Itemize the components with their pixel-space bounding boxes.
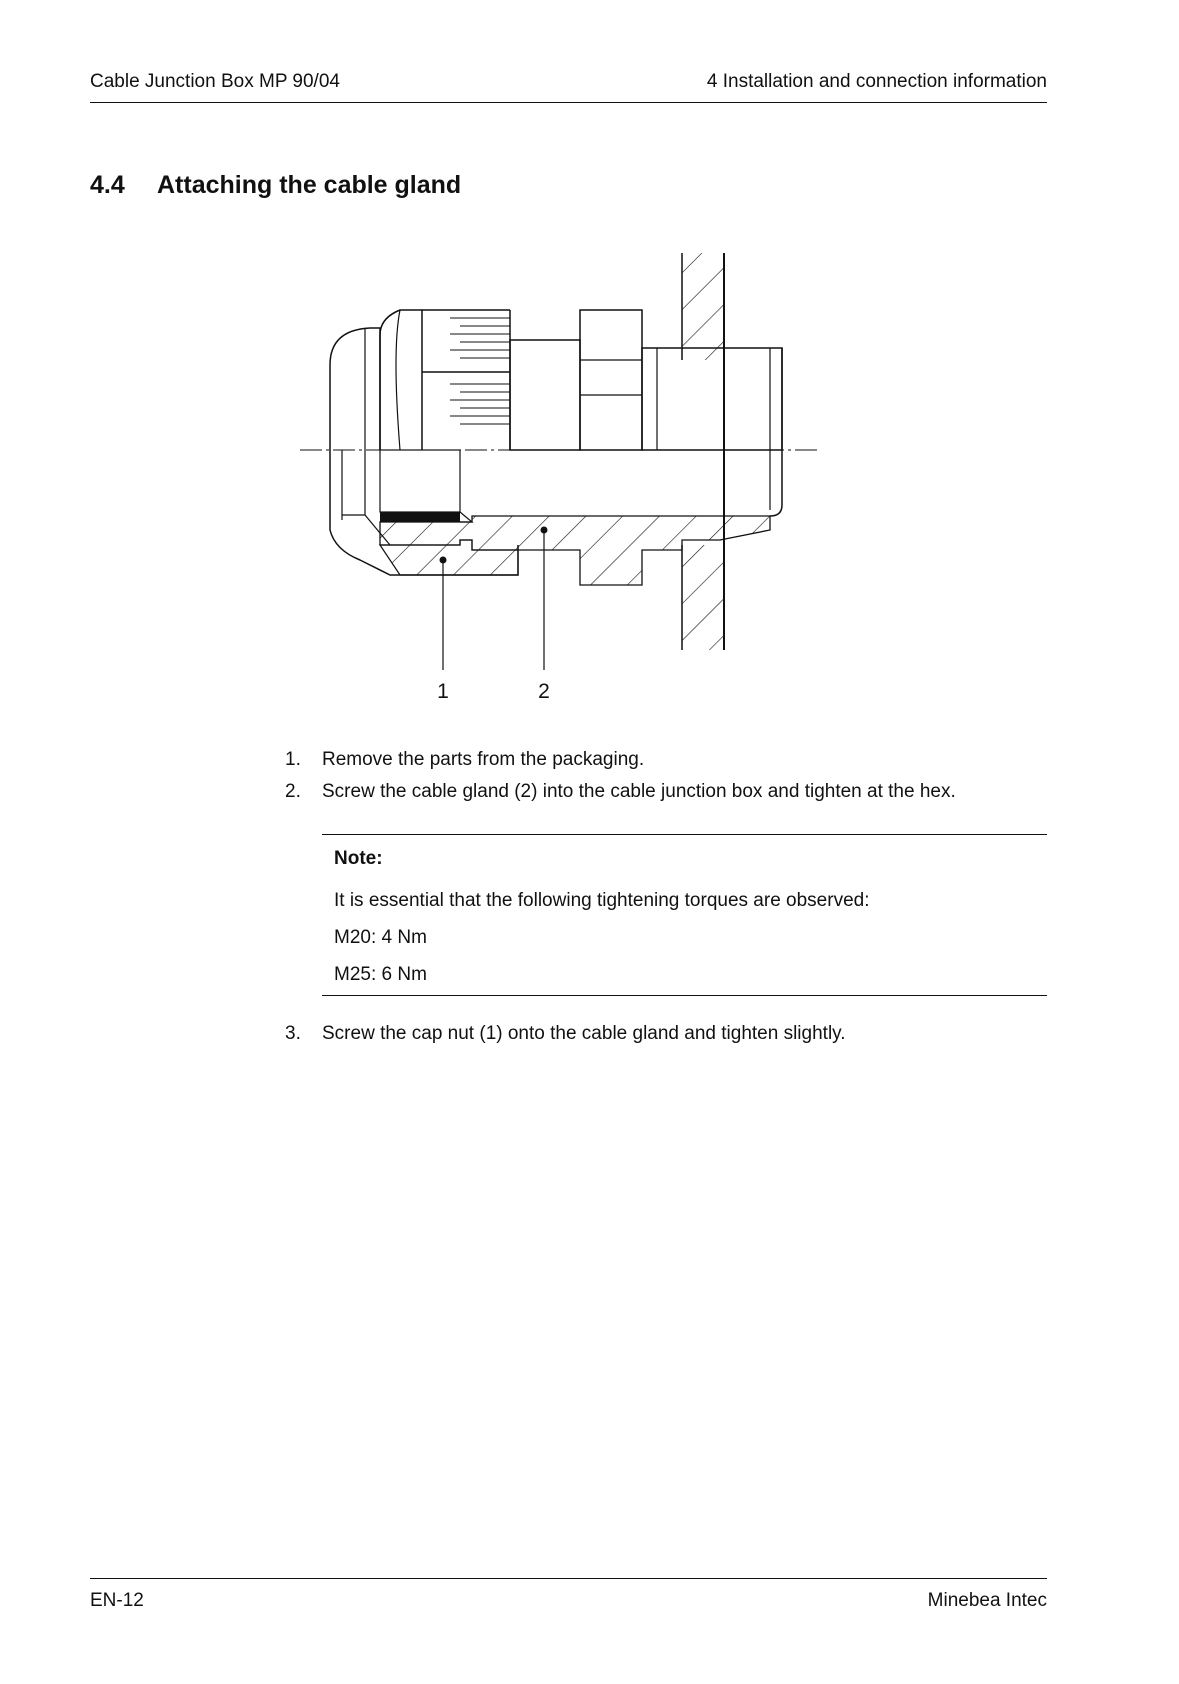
company-name: Minebea Intec <box>927 1590 1047 1611</box>
section-number: 4.4 <box>90 171 125 199</box>
instruction-steps-continued <box>285 1022 1045 1054</box>
page-footer <box>90 1578 1047 1619</box>
callout-label-1: 1 <box>437 680 449 703</box>
cap-nut-dome <box>330 328 380 450</box>
gland-thread-end <box>642 348 782 450</box>
seal-insert <box>380 450 460 512</box>
step-item <box>285 780 1045 812</box>
page-number: EN-12 <box>90 1590 144 1611</box>
page-header <box>90 70 1047 103</box>
wall-upper-hatch <box>682 253 724 360</box>
step-number: 2. <box>285 781 301 802</box>
note-torque-m20: M20: 4 Nm <box>334 927 427 948</box>
cable-gland-cross-section <box>300 250 820 740</box>
gland-shaft-top <box>510 340 580 450</box>
instruction-steps <box>285 748 1045 812</box>
cable-gland-drawing <box>300 250 820 740</box>
section-title: Attaching the cable gland <box>157 171 462 199</box>
step-item <box>285 1022 1045 1054</box>
callout-label-2: 2 <box>538 680 550 703</box>
wall-lower-hatch <box>682 545 724 650</box>
step-number: 1. <box>285 749 301 770</box>
seal-ring-black <box>380 512 460 522</box>
step-text: Remove the parts from the packaging. <box>322 749 645 770</box>
step-item <box>285 748 1045 780</box>
step-number: 3. <box>285 1023 301 1044</box>
note-title: Note: <box>334 848 383 869</box>
step-text: Screw the cable gland (2) into the cable junction box and tighten at the hex. <box>322 781 956 802</box>
step-text: Screw the cap nut (1) onto the cable gland and tighten slightly. <box>322 1023 846 1044</box>
note-torque-m25: M25: 6 Nm <box>334 964 427 985</box>
section-heading <box>90 169 461 201</box>
header-document-title: Cable Junction Box MP 90/04 <box>90 71 340 92</box>
cap-nut-hex <box>380 310 422 450</box>
header-chapter-title: 4 Installation and connection information <box>706 71 1047 92</box>
note-text: It is essential that the following tightening torques are observed: <box>334 890 870 911</box>
cap-nut-grip-lines <box>450 318 510 424</box>
gland-hex-nut <box>580 310 642 450</box>
note-box <box>322 834 1047 996</box>
